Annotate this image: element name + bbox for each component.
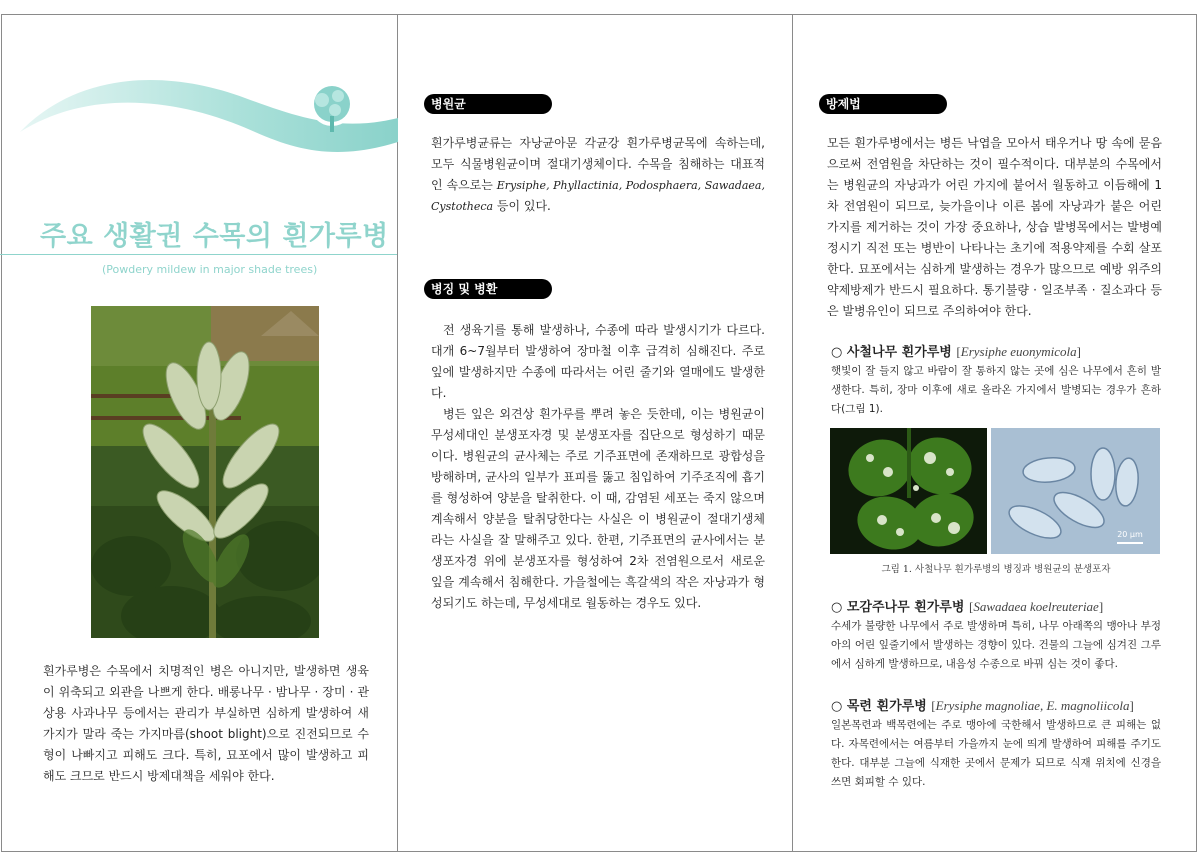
- species-text-2: 수세가 불량한 나무에서 주로 발생하며 특히, 나무 아래쪽의 맹아나 부정아의 어린 잎줄기에서 발생하는 경향이 있다. 건물의 그늘에 심겨진 그루에서 심하게 발생하므로, 내음성 수종으로 바꿔 심는 것이 좋다.: [831, 620, 1161, 670]
- species-latin-name: Erysiphe euonymicola: [960, 344, 1077, 359]
- symptom-heading: 병징 및 병환: [424, 279, 552, 299]
- control-paragraph: 모든 흰가루병에서는 병든 낙엽을 모아서 태우거나 땅 속에 묻음으로써 전염원을 차단하는 것이 필수적이다. 대부분의 수목에서는 병원균의 자낭과가 어린 가지에 붙어서 월동하고 이듬해에 1차 전염원이 되므로, 늦가을이나 이른 봄에 자낭과가 붙은 어린 가지를 제거하는 것이 가장 중요하나, 상습 발병목에서는 발병예정시기 직전 또는 병반이 나타나는 초기에 적용약제를 수회 살포한다. 묘포에서는 심하게 발생하는 경우가 많으므로 예방 위주의 약제방제가 반드시 필요하다. 통기불량 · 일조부족 · 질소과다 등은 발병유인이 되므로 주의하여야 한다.: [827, 136, 1162, 318]
- intro-paragraph: 흰가루병은 수목에서 치명적인 병은 아니지만, 발생하면 생육이 위축되고 외관을 나쁘게 한다. 배롱나무 · 밤나무 · 장미 · 관상용 사과나무 등에서는 관리가 부실하면 심하게 발생하여 새가지가 말라 죽는 가지마름(shoot blight)으로 진전되므로 수형이 나빠지고 피해도 크다. 특히, 묘포에서 많이 발생하고 피해도 크므로 반드시 방제대책을 세워야 한다.: [43, 664, 369, 783]
- species-heading-2: [831, 596, 1103, 615]
- symptom-section: [431, 320, 765, 614]
- bullet-circle-icon: ○: [831, 600, 843, 615]
- euonymus-leaf-photo: [830, 428, 987, 554]
- pathogen-heading: 병원균: [424, 94, 552, 114]
- infected-shrub-photo: [91, 306, 319, 638]
- species-latin: [Sawadaea koelreuteriae]: [968, 599, 1104, 614]
- figure-caption: 그림 1. 사철나무 흰가루병의 병징과 병원균의 분생포자: [881, 564, 1111, 575]
- pathogen-paragraph: [431, 133, 765, 217]
- pathogen-genera: Erysiphe, Phyllactinia, Podosphaera, Sawadaea, Cystotheca: [431, 179, 765, 213]
- subtitle: (Powdery mildew in major shade trees): [102, 263, 318, 276]
- conidia-micrograph: [991, 428, 1160, 554]
- species-latin-name: Sawadaea koelreuteriae: [973, 599, 1099, 614]
- bullet-circle-icon: ○: [831, 345, 843, 360]
- title-rule: [0, 254, 397, 255]
- symptom-paragraph-1: 전 생육기를 통해 발생하나, 수종에 따라 발생시기가 다르다. 대개 6~7월부터 발생하여 장마철 이후 급격히 심해진다. 주로 잎에 발생하지만 수종에 따라서는 어린 줄기와 열매에도 발생한다.: [431, 323, 765, 400]
- species-name: 사철나무 흰가루병: [846, 345, 952, 360]
- species-name: 목련 흰가루병: [846, 699, 927, 714]
- pathogen-text-b: 등이 있다.: [493, 199, 551, 213]
- fold-line-2: [792, 14, 793, 852]
- species-latin: [Erysiphe magnoliae, E. magnoliicola]: [931, 698, 1134, 713]
- species-name: 모감주나무 흰가루병: [846, 600, 965, 615]
- main-title: 주요 생활권 수목의 흰가루병: [40, 221, 389, 252]
- scale-bar-label: 20 μm: [1117, 530, 1143, 539]
- species-heading-3: [831, 695, 1134, 714]
- species-latin-name: Erysiphe magnoliae, E. magnoliicola: [935, 698, 1130, 713]
- species-heading-1: [831, 341, 1081, 360]
- pathogen-text-a: 흰가루병균류는 자낭균아문 각균강 흰가루병균목에 속하는데, 모두 식물병원균이며 절대기생체이다. 수목을 침해하는 대표적인 속으로는: [431, 136, 765, 192]
- species-latin: [Erysiphe euonymicola]: [956, 344, 1081, 359]
- control-heading: 방제법: [819, 94, 947, 114]
- species-text-3: 일본목련과 백목련에는 주로 맹아에 국한해서 발생하므로 큰 피해는 없다. 자목련에서는 여름부터 가을까지 눈에 띄게 발생하여 피해를 주기도 한다. 대부분 그늘에 식재한 곳에서 문제가 되므로 식재 위치에 신경을 쓰면 회피할 수 있다.: [831, 719, 1161, 788]
- symptom-paragraph-2: 병든 잎은 외견상 흰가루를 뿌려 놓은 듯한데, 이는 병원균이 무성세대인 분생포자경 및 분생포자를 집단으로 형성하기 때문이다. 병원균의 균사체는 주로 기주표면에 존재하므로 광합성을 방해하며, 균사의 일부가 표피를 뚫고 침입하여 기주조직에 흡기를 형성하여 양분을 탈취한다. 이 때, 감염된 세포는 죽지 않으며 계속해서 양분을 탈취당한다는 사실은 이 병원균이 절대기생체라는 사실을 잘 말해주고 있다. 한편, 기주표면의 균사에서는 분생포자경 위에 분생포자를 형성하여 2차 전염원으로서 새로운 잎을 계속해서 침해한다. 가을철에는 흑갈색의 작은 자낭과가 형성되기도 하는데, 무성세대로 월동하는 경우도 있다.: [431, 407, 765, 610]
- bullet-circle-icon: ○: [831, 699, 843, 714]
- species-text-1: 햇빛이 잘 들지 않고 바람이 잘 통하지 않는 곳에 심은 나무에서 흔히 발생한다. 특히, 장마 이후에 새로 올라온 가지에서 발병되는 경우가 흔하다(그림 1).: [831, 365, 1161, 415]
